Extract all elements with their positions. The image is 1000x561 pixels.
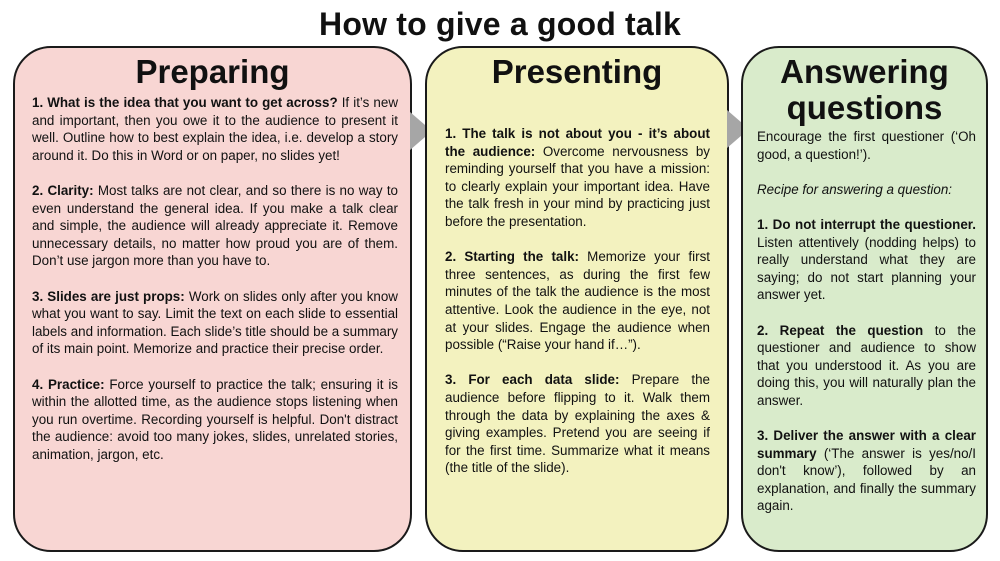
item-text: Listen attentively (nodding helps) to really understand what they are saying; do not start planning your answer yet.: [757, 234, 976, 303]
item-lead: 1. What is the idea that you want to get across?: [32, 95, 338, 110]
presenting-title: Presenting: [491, 53, 663, 90]
item-text: Most talks are not clear, and so there is no way to even understand the general idea. If you make a talk clear and simple, the audience will already appreciate it. Remove unnecessary details, no matter how proud you are of them. Don’t use jargon more than you have to.: [32, 182, 398, 269]
item-lead: 3. Deliver the answer with a clear summary: [757, 428, 976, 461]
presenting-body: [445, 125, 710, 494]
presenting-item: [445, 248, 710, 354]
preparing-title: Preparing: [135, 53, 290, 90]
item-lead: 2. Starting the talk:: [445, 249, 579, 265]
answering-panel: [741, 46, 988, 552]
answering-item: [757, 216, 976, 304]
item-text: to the questioner and audience to show that you understood it. As you are doing this, you will naturally plan the answer.: [757, 322, 976, 408]
item-text: Force yourself to practice the talk; ensuring it is within the allotted time, as the audience stops listening when you run overtime. Recording yourself is helpful. Don't distract the audience: avoid too many jokes, slides, unrelated stories, animation, jargon, etc.: [32, 376, 398, 462]
presenting-item: [445, 125, 710, 231]
item-text: Overcome nervousness by reminding yourself that you have a mission: to clearly explain your important idea. Have the talk fresh in your mind by practicing just before the presentation.: [445, 143, 710, 229]
answering-body: [757, 128, 976, 533]
item-lead: 2. Clarity:: [32, 182, 94, 198]
item-lead: 3. For each data slide:: [445, 372, 620, 388]
preparing-body: [32, 94, 398, 481]
item-lead: 2. Repeat the question: [757, 322, 924, 338]
preparing-item: [32, 182, 398, 270]
page-title: How to give a good talk: [319, 6, 681, 42]
preparing-item: [32, 376, 398, 464]
item-text: Work on slides only after you know what you want to say. Limit the text on each slide to essential labels and information. Each slide’s title should be a summary of its main point. Memorize and practice their precise order.: [32, 288, 398, 357]
item-lead: 3. Slides are just props:: [32, 288, 185, 304]
answering-recipe: Recipe for answering a question:: [757, 181, 953, 197]
item-text: (‘The answer is yes/no/I don't know’), followed by an explanation, and finally the summary again.: [757, 445, 976, 514]
item-lead: 1. The talk is not about you - it’s about the audience:: [445, 126, 710, 159]
answering-item: [757, 322, 976, 410]
answering-item: [757, 427, 976, 515]
item-text: Prepare the audience before flipping to it. Walk them through the data by explaining the axes & giving examples. Pretend you are seeing if for the first time. Summarize what it means (the title of the slide).: [445, 372, 710, 476]
item-text: If it’s new and important, then you owe it to the audience to present it well. Outline how to best explain the idea, i.e. develop a story around it. Do this in Word or on paper, no slides yet!: [32, 95, 398, 163]
answering-intro: Encourage the first questioner (‘Oh good, a question!’).: [757, 129, 976, 162]
item-text: Memorize your first three sentences, as during the first few minutes of the talk the audience is the most attentive. Look the audience in the eye, not at your slides. Engage the audience when possible (“Raise your hand if…”).: [445, 249, 710, 353]
preparing-item: [32, 94, 398, 164]
presenting-panel: [425, 46, 729, 552]
presenting-item: [445, 371, 710, 477]
preparing-panel: [13, 46, 412, 552]
answering-title: [743, 54, 986, 126]
preparing-item: [32, 288, 398, 358]
answering-title-line2: questions: [786, 89, 943, 126]
answering-title-line1: Answering: [780, 53, 949, 90]
item-lead: 1. Do not interrupt the questioner.: [757, 216, 976, 232]
item-lead: 4. Practice:: [32, 376, 105, 392]
